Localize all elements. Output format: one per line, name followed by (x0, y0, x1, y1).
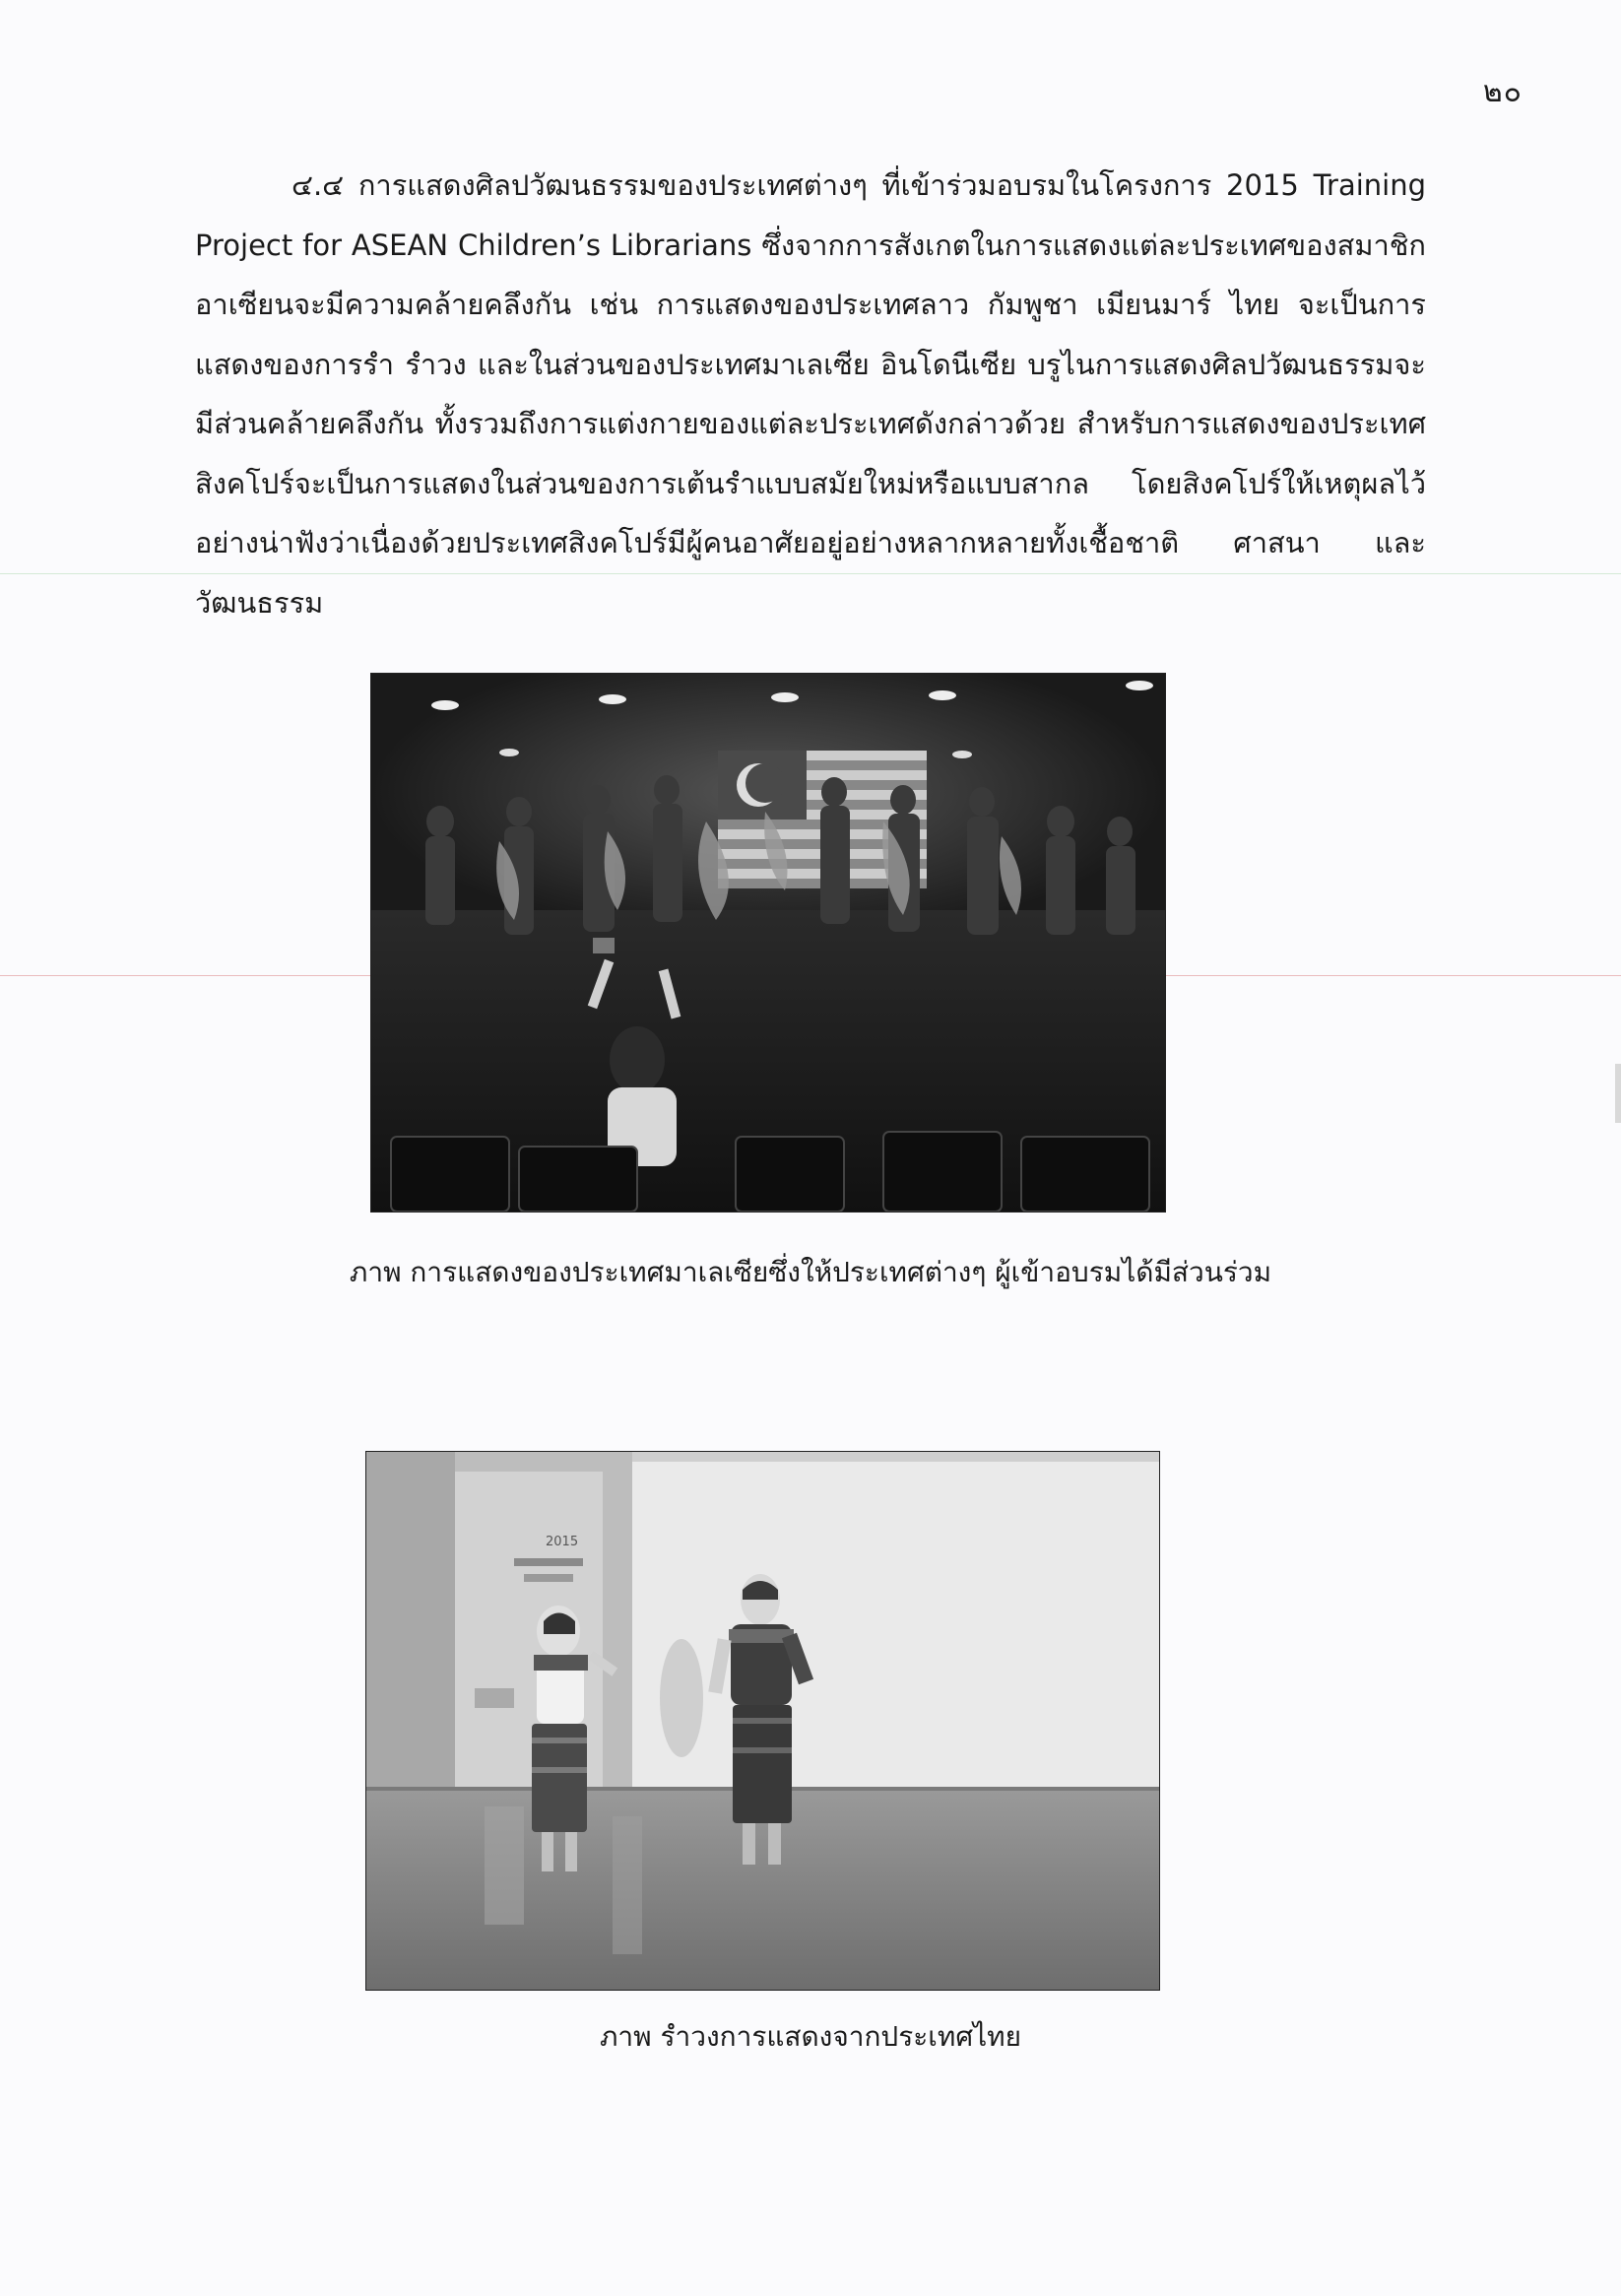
body-paragraph: ๔.๔ การแสดงศิลปวัฒนธรรมของประเทศต่างๆ ที่เข้าร่วมอบรมในโครงการ 2015 Training Project for ASEAN Children’s Librarians ซึ่งจากการสังเกตในการแสดงแต่ละประเทศของสมาชิกอาเซียนจะมีความคล้ายคลึงกัน เช่น การแสดงของประเทศลาว กัมพูชา เมียนมาร์ ไทย จะเป็นการแสดงของการรำ รำวง และในส่วนของประเทศมาเลเซีย อินโดนีเซีย บรูไนการแสดงศิลปวัฒนธรรมจะมีส่วนคล้ายคลึงกัน ทั้งรวมถึงการแต่งกายของแต่ละประเทศดังกล่าวด้วย สำหรับการแสดงของประเทศสิงคโปร์จะเป็นการแสดงในส่วนของการเต้นรำแบบสมัยใหม่หรือแบบสากล โดยสิงคโปร์ให้เหตุผลไว้อย่างน่าฟังว่าเนื่องด้วยประเทศสิงคโปร์มีผู้คนอาศัยอยู่อย่างหลากหลายทั้งเชื้อชาติ ศาสนา และวัฒนธรรม (195, 168, 1426, 620)
photo-malaysia-performance (370, 673, 1166, 1213)
photo-malaysia-image (371, 674, 1165, 1212)
page-number: ๒๐ (1482, 75, 1523, 109)
banner-year: 2015 (546, 1535, 579, 1549)
caption-thailand: ภาพ รำวงการแสดงจากประเทศไทย (599, 2020, 1022, 2053)
photo-thai-ramwong (365, 1451, 1160, 1991)
margin-mark (1615, 1064, 1621, 1123)
photo-thai-image (366, 1452, 1159, 1990)
caption-malaysia: ภาพ การแสดงของประเทศมาเลเซียซึ่งให้ประเทศต่างๆ ผู้เข้าอบรมได้มีส่วนร่วม (349, 1256, 1272, 1288)
chairs (391, 1132, 1149, 1212)
